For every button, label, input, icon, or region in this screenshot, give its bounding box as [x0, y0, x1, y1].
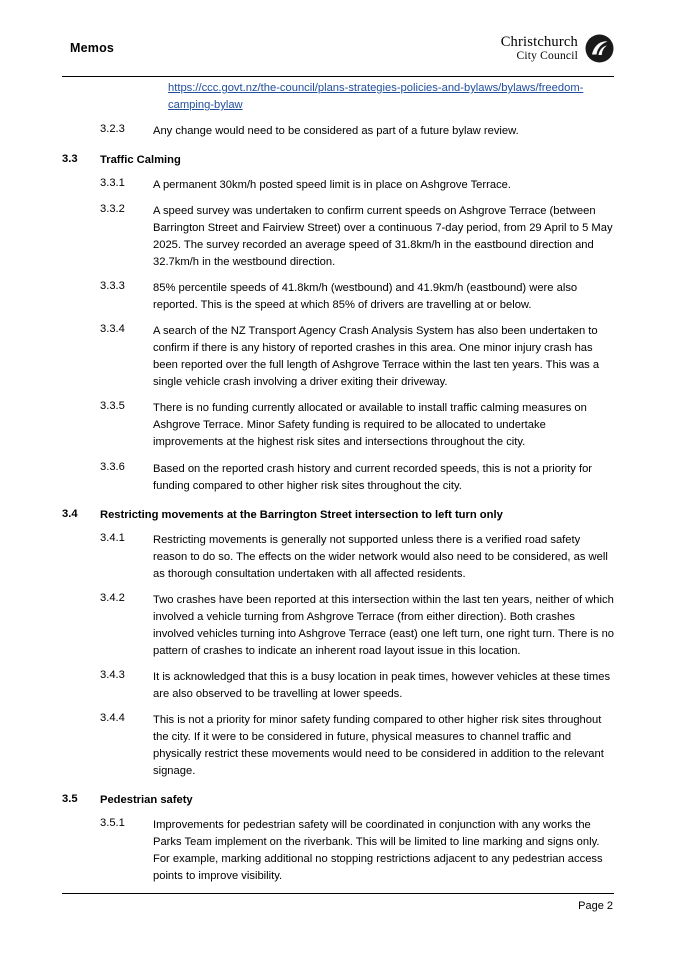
list-item-number: 3.3.6 [100, 460, 125, 473]
header-title: Memos [70, 41, 115, 55]
council-logo [501, 34, 614, 63]
list-item-text: A permanent 30km/h posted speed limit is in place on Ashgrove Terrace. [153, 179, 511, 192]
list-item [62, 177, 614, 194]
list-item-number: 3.3.2 [100, 203, 125, 216]
section-number: 3.4 [62, 507, 78, 520]
list-item-number: 3.5.1 [100, 817, 125, 830]
list-item-number: 3.3.1 [100, 177, 125, 190]
bylaw-link-block [62, 80, 614, 114]
list-item-number: 3.2.3 [100, 123, 125, 136]
list-item-number: 3.3.3 [100, 280, 125, 293]
list-item [62, 280, 614, 314]
logo-text [501, 34, 578, 63]
section-title: Restricting movements at the Barrington Street intersection to left turn only [100, 508, 503, 521]
list-item-number: 3.3.5 [100, 400, 125, 413]
logo-line-1: Christchurch [500, 34, 578, 50]
page-number: Page 2 [578, 900, 613, 912]
list-item-text: This is not a priority for minor safety funding compared to other higher risk sites throughout the city. If it were to be considered in future, physical measures to channel traffic and physically restrict these movements would need to be considered in addition to the relevant signage. [153, 713, 604, 777]
section-title: Traffic Calming [100, 154, 181, 167]
header-divider [62, 76, 614, 77]
list-item [62, 123, 614, 140]
list-item-text: A speed survey was undertaken to confirm current speeds on Ashgrove Terrace (between Barrington Street and Fairview Street) over a continuous 7-day period, from 29 April to 5 May 2025. The survey recorded an average speed of 31.8km/h in the eastbound direction and 32.7km/h in the westbound direction. [153, 205, 613, 269]
list-item [62, 532, 614, 583]
list-item-number: 3.4.2 [100, 591, 125, 604]
list-item [62, 323, 614, 391]
footer-divider [62, 893, 614, 894]
list-item [62, 669, 614, 703]
list-item-text: It is acknowledged that this is a busy location in peak times, however vehicles at these times are also observed to be travelling at lower speeds. [153, 670, 611, 700]
list-item-text: There is no funding currently allocated or available to install traffic calming measures on Ashgrove Terrace. Minor Safety funding is required to be allocated to undertake improvements at the highest risk sites and intersections throughout the city. [153, 402, 587, 449]
list-item [62, 592, 614, 660]
list-item-number: 3.4.1 [100, 531, 125, 544]
list-item-text: Any change would need to be considered as part of a future bylaw review. [153, 125, 519, 138]
list-item [62, 817, 614, 885]
section-title: Pedestrian safety [100, 793, 193, 806]
list-item [62, 400, 614, 451]
section-heading-row [62, 792, 614, 808]
document-body [62, 80, 614, 885]
list-item-text: 85% percentile speeds of 41.8km/h (westbound) and 41.9km/h (eastbound) were also reported. This is the speed at which 85% of drivers are travelling at or below. [153, 282, 578, 312]
list-item [62, 461, 614, 495]
list-item-text: Two crashes have been reported at this intersection within the last ten years, neither of which involved a vehicle turning from Ashgrove Terrace (from either direction). Both crashes involved vehicles turning into Ashgrove Terrace (east) one left turn, one right turn. There is no pattern of crashes to indicate an inherent road layout issue in this location. [153, 593, 615, 657]
section-number: 3.3 [62, 153, 78, 166]
list-item [62, 203, 614, 271]
list-item [62, 712, 614, 780]
freedom-camping-bylaw-link[interactable]: https://ccc.govt.nz/the-council/plans-strategies-policies-and-bylaws/bylaws/freedom-camping-bylaw [168, 82, 584, 112]
logo-line-2: City Council [516, 50, 578, 63]
list-item-number: 3.4.3 [100, 668, 125, 681]
list-item-text: A search of the NZ Transport Agency Crash Analysis System has also been undertaken to confirm if there is any history of reported crashes in this area. One minor injury crash has been reported over the full length of Ashgrove Terrace within the last ten years. This was a single vehicle crash involving a driver exiting their driveway. [153, 325, 600, 389]
list-item-number: 3.4.4 [100, 711, 125, 724]
list-item-text: Restricting movements is generally not supported unless there is a verified road safety reason to do so. The effects on the wider network would also need to be considered, as well as thorough consultation undertaken with all affected residents. [153, 533, 608, 580]
list-item-text: Based on the reported crash history and current recorded speeds, this is not a priority for funding compared to other higher risk sites throughout the city. [153, 462, 593, 492]
list-item-number: 3.3.4 [100, 323, 125, 336]
ccc-koru-logo-icon [585, 34, 614, 63]
section-heading-row [62, 507, 614, 523]
list-item-text: Improvements for pedestrian safety will be coordinated in conjunction with any works the Parks Team implement on the riverbank. This will be limited to line marking and signs only. For example, marking additional no stopping restrictions adjacent to any pedestrian access points to improve visibility. [153, 819, 603, 883]
section-heading-row [62, 152, 614, 168]
section-number: 3.5 [62, 792, 78, 805]
page-header [62, 34, 614, 76]
